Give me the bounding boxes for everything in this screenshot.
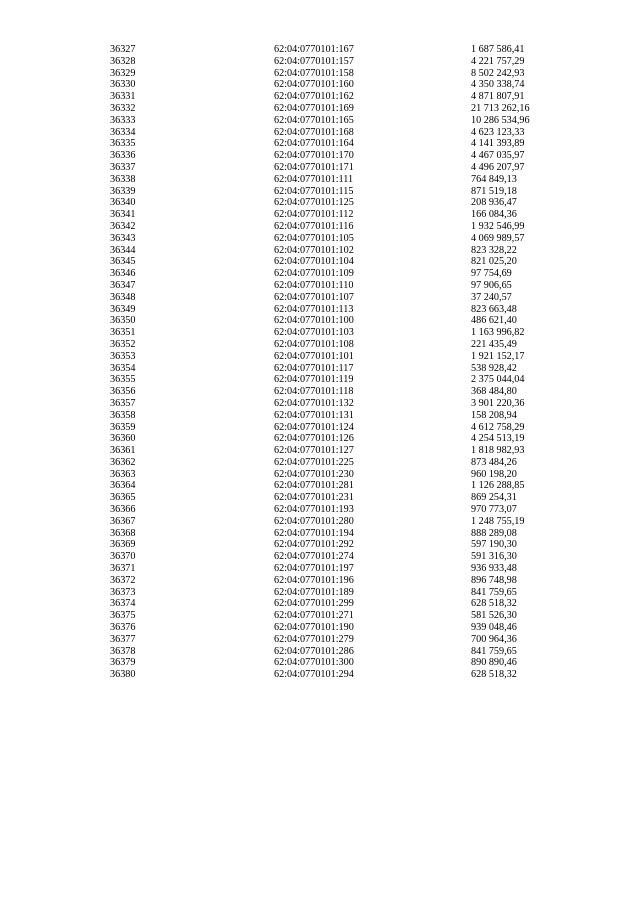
table-row	[110, 445, 571, 457]
cadastral-value-cell: 821 025,20	[471, 256, 517, 268]
table-row	[110, 197, 571, 209]
row-number-cell: 36353	[110, 350, 136, 362]
row-number-cell: 36333	[110, 114, 136, 126]
table-row	[110, 610, 571, 622]
table-row	[110, 221, 571, 233]
cadastral-value-cell: 4 254 513,19	[471, 433, 525, 445]
cadastral-number-cell: 62:04:0770101:171	[274, 161, 354, 173]
cadastral-value-table	[110, 44, 571, 681]
cadastral-number-cell: 62:04:0770101:281	[274, 480, 354, 492]
table-row	[110, 127, 571, 139]
cadastral-number-cell: 62:04:0770101:165	[274, 114, 354, 126]
table-row	[110, 339, 571, 351]
cadastral-value-cell: 939 048,46	[471, 622, 517, 634]
row-number-cell: 36344	[110, 244, 136, 256]
cadastral-number-cell: 62:04:0770101:189	[274, 586, 354, 598]
cadastral-value-cell: 368 484,80	[471, 386, 517, 398]
table-row	[110, 268, 571, 280]
cadastral-value-cell: 896 748,98	[471, 574, 517, 586]
row-number-cell: 36351	[110, 327, 136, 339]
row-number-cell: 36365	[110, 492, 136, 504]
row-number-cell: 36340	[110, 197, 136, 209]
row-number-cell: 36339	[110, 185, 136, 197]
row-number-cell: 36348	[110, 291, 136, 303]
row-number-cell: 36357	[110, 397, 136, 409]
cadastral-number-cell: 62:04:0770101:231	[274, 492, 354, 504]
table-row	[110, 68, 571, 80]
cadastral-value-cell: 4 221 757,29	[471, 55, 525, 67]
cadastral-number-cell: 62:04:0770101:274	[274, 551, 354, 563]
table-body	[110, 44, 571, 681]
table-row	[110, 657, 571, 669]
cadastral-value-cell: 4 069 989,57	[471, 232, 525, 244]
table-row	[110, 646, 571, 658]
table-row	[110, 292, 571, 304]
table-row	[110, 528, 571, 540]
cadastral-number-cell: 62:04:0770101:280	[274, 515, 354, 527]
cadastral-number-cell: 62:04:0770101:299	[274, 598, 354, 610]
cadastral-number-cell: 62:04:0770101:157	[274, 55, 354, 67]
row-number-cell: 36370	[110, 551, 136, 563]
cadastral-number-cell: 62:04:0770101:102	[274, 244, 354, 256]
table-row	[110, 422, 571, 434]
cadastral-value-cell: 873 484,26	[471, 456, 517, 468]
cadastral-number-cell: 62:04:0770101:190	[274, 622, 354, 634]
row-number-cell: 36345	[110, 256, 136, 268]
cadastral-value-cell: 841 759,65	[471, 645, 517, 657]
row-number-cell: 36330	[110, 79, 136, 91]
cadastral-number-cell: 62:04:0770101:271	[274, 610, 354, 622]
table-row	[110, 351, 571, 363]
row-number-cell: 36329	[110, 67, 136, 79]
cadastral-number-cell: 62:04:0770101:107	[274, 291, 354, 303]
table-row	[110, 115, 571, 127]
cadastral-value-cell: 3 901 220,36	[471, 397, 525, 409]
cadastral-value-cell: 538 928,42	[471, 362, 517, 374]
row-number-cell: 36358	[110, 409, 136, 421]
row-number-cell: 36364	[110, 480, 136, 492]
row-number-cell: 36369	[110, 539, 136, 551]
cadastral-number-cell: 62:04:0770101:103	[274, 327, 354, 339]
row-number-cell: 36372	[110, 574, 136, 586]
row-number-cell: 36349	[110, 303, 136, 315]
cadastral-value-cell: 166 084,36	[471, 209, 517, 221]
cadastral-number-cell: 62:04:0770101:286	[274, 645, 354, 657]
table-row	[110, 410, 571, 422]
cadastral-number-cell: 62:04:0770101:225	[274, 456, 354, 468]
cadastral-value-cell: 4 496 207,97	[471, 161, 525, 173]
cadastral-number-cell: 62:04:0770101:110	[274, 279, 354, 291]
row-number-cell: 36334	[110, 126, 136, 138]
cadastral-number-cell: 62:04:0770101:160	[274, 79, 354, 91]
cadastral-number-cell: 62:04:0770101:115	[274, 185, 354, 197]
cadastral-number-cell: 62:04:0770101:292	[274, 539, 354, 551]
cadastral-number-cell: 62:04:0770101:158	[274, 67, 354, 79]
row-number-cell: 36347	[110, 279, 136, 291]
table-row	[110, 103, 571, 115]
cadastral-number-cell: 62:04:0770101:125	[274, 197, 354, 209]
cadastral-number-cell: 62:04:0770101:127	[274, 445, 354, 457]
table-row	[110, 280, 571, 292]
row-number-cell: 36337	[110, 161, 136, 173]
cadastral-number-cell: 62:04:0770101:109	[274, 268, 354, 280]
cadastral-value-cell: 1 932 546,99	[471, 220, 525, 232]
table-row	[110, 563, 571, 575]
table-row	[110, 150, 571, 162]
table-row	[110, 315, 571, 327]
cadastral-value-cell: 97 906,65	[471, 279, 512, 291]
row-number-cell: 36346	[110, 268, 136, 280]
cadastral-value-cell: 581 526,30	[471, 610, 517, 622]
row-number-cell: 36375	[110, 610, 136, 622]
row-number-cell: 36379	[110, 657, 136, 669]
cadastral-number-cell: 62:04:0770101:294	[274, 669, 354, 681]
table-row	[110, 56, 571, 68]
cadastral-value-cell: 890 890,46	[471, 657, 517, 669]
cadastral-value-cell: 628 518,32	[471, 669, 517, 681]
row-number-cell: 36327	[110, 44, 136, 55]
cadastral-value-cell: 970 773,07	[471, 504, 517, 516]
cadastral-value-cell: 8 502 242,93	[471, 67, 525, 79]
table-row	[110, 492, 571, 504]
row-number-cell: 36380	[110, 669, 136, 681]
table-row	[110, 138, 571, 150]
cadastral-value-cell: 4 623 123,33	[471, 126, 525, 138]
cadastral-number-cell: 62:04:0770101:126	[274, 433, 354, 445]
table-row	[110, 575, 571, 587]
cadastral-value-cell: 764 849,13	[471, 173, 517, 185]
table-row	[110, 469, 571, 481]
cadastral-value-cell: 871 519,18	[471, 185, 517, 197]
row-number-cell: 36332	[110, 102, 136, 114]
row-number-cell: 36377	[110, 633, 136, 645]
cadastral-number-cell: 62:04:0770101:197	[274, 563, 354, 575]
table-row	[110, 327, 571, 339]
table-row	[110, 634, 571, 646]
cadastral-value-cell: 10 286 534,96	[471, 114, 530, 126]
cadastral-number-cell: 62:04:0770101:196	[274, 574, 354, 586]
cadastral-value-cell: 4 141 393,89	[471, 138, 525, 150]
cadastral-number-cell: 62:04:0770101:162	[274, 91, 354, 103]
cadastral-number-cell: 62:04:0770101:108	[274, 338, 354, 350]
cadastral-value-cell: 960 198,20	[471, 468, 517, 480]
table-row	[110, 516, 571, 528]
cadastral-value-cell: 936 933,48	[471, 563, 517, 575]
cadastral-value-cell: 4 467 035,97	[471, 150, 525, 162]
cadastral-value-cell: 1 687 586,41	[471, 44, 525, 55]
table-row	[110, 598, 571, 610]
table-row	[110, 363, 571, 375]
row-number-cell: 36355	[110, 374, 136, 386]
table-row	[110, 79, 571, 91]
cadastral-value-cell: 888 289,08	[471, 527, 517, 539]
table-row	[110, 398, 571, 410]
cadastral-value-cell: 37 240,57	[471, 291, 512, 303]
cadastral-value-cell: 97 754,69	[471, 268, 512, 280]
table-row	[110, 587, 571, 599]
cadastral-value-cell: 700 964,36	[471, 633, 517, 645]
cadastral-number-cell: 62:04:0770101:118	[274, 386, 354, 398]
table-row	[110, 551, 571, 563]
cadastral-value-cell: 21 713 262,16	[471, 102, 530, 114]
table-row	[110, 174, 571, 186]
cadastral-number-cell: 62:04:0770101:131	[274, 409, 354, 421]
cadastral-value-cell: 1 163 996,82	[471, 327, 525, 339]
cadastral-number-cell: 62:04:0770101:113	[274, 303, 354, 315]
row-number-cell: 36341	[110, 209, 136, 221]
row-number-cell: 36350	[110, 315, 136, 327]
cadastral-value-cell: 486 621,40	[471, 315, 517, 327]
table-row	[110, 669, 571, 681]
table-row	[110, 256, 571, 268]
cadastral-number-cell: 62:04:0770101:279	[274, 633, 354, 645]
table-row	[110, 386, 571, 398]
row-number-cell: 36363	[110, 468, 136, 480]
row-number-cell: 36354	[110, 362, 136, 374]
cadastral-number-cell: 62:04:0770101:112	[274, 209, 354, 221]
row-number-cell: 36338	[110, 173, 136, 185]
table-row	[110, 539, 571, 551]
cadastral-value-cell: 4 871 807,91	[471, 91, 525, 103]
row-number-cell: 36366	[110, 504, 136, 516]
cadastral-value-cell: 841 759,65	[471, 586, 517, 598]
cadastral-value-cell: 1 818 982,93	[471, 445, 525, 457]
cadastral-number-cell: 62:04:0770101:104	[274, 256, 354, 268]
cadastral-number-cell: 62:04:0770101:105	[274, 232, 354, 244]
cadastral-number-cell: 62:04:0770101:117	[274, 362, 354, 374]
cadastral-value-cell: 4 350 338,74	[471, 79, 525, 91]
row-number-cell: 36368	[110, 527, 136, 539]
cadastral-number-cell: 62:04:0770101:230	[274, 468, 354, 480]
row-number-cell: 36376	[110, 622, 136, 634]
row-number-cell: 36328	[110, 55, 136, 67]
cadastral-value-cell: 591 316,30	[471, 551, 517, 563]
row-number-cell: 36361	[110, 445, 136, 457]
cadastral-number-cell: 62:04:0770101:194	[274, 527, 354, 539]
table-row	[110, 504, 571, 516]
cadastral-value-cell: 628 518,32	[471, 598, 517, 610]
cadastral-number-cell: 62:04:0770101:132	[274, 397, 354, 409]
cadastral-value-cell: 823 663,48	[471, 303, 517, 315]
cadastral-value-cell: 158 208,94	[471, 409, 517, 421]
cadastral-value-cell: 221 435,49	[471, 338, 517, 350]
row-number-cell: 36367	[110, 515, 136, 527]
row-number-cell: 36336	[110, 150, 136, 162]
table-row	[110, 245, 571, 257]
cadastral-value-cell: 869 254,31	[471, 492, 517, 504]
cadastral-number-cell: 62:04:0770101:119	[274, 374, 354, 386]
cadastral-number-cell: 62:04:0770101:100	[274, 315, 354, 327]
row-number-cell: 36352	[110, 338, 136, 350]
table-row	[110, 162, 571, 174]
cadastral-number-cell: 62:04:0770101:300	[274, 657, 354, 669]
row-number-cell: 36378	[110, 645, 136, 657]
table-row	[110, 209, 571, 221]
cadastral-value-cell: 4 612 758,29	[471, 421, 525, 433]
row-number-cell: 36360	[110, 433, 136, 445]
cadastral-number-cell: 62:04:0770101:167	[274, 44, 354, 55]
row-number-cell: 36343	[110, 232, 136, 244]
cadastral-number-cell: 62:04:0770101:116	[274, 220, 354, 232]
row-number-cell: 36373	[110, 586, 136, 598]
cadastral-value-cell: 2 375 044,04	[471, 374, 525, 386]
cadastral-number-cell: 62:04:0770101:170	[274, 150, 354, 162]
table-row	[110, 304, 571, 316]
cadastral-value-cell: 208 936,47	[471, 197, 517, 209]
table-row	[110, 374, 571, 386]
row-number-cell: 36342	[110, 220, 136, 232]
cadastral-number-cell: 62:04:0770101:168	[274, 126, 354, 138]
row-number-cell: 36362	[110, 456, 136, 468]
cadastral-number-cell: 62:04:0770101:169	[274, 102, 354, 114]
cadastral-number-cell: 62:04:0770101:164	[274, 138, 354, 150]
row-number-cell: 36359	[110, 421, 136, 433]
cadastral-value-cell: 1 248 755,19	[471, 515, 525, 527]
cadastral-number-cell: 62:04:0770101:111	[274, 173, 354, 185]
cadastral-value-cell: 597 190,30	[471, 539, 517, 551]
cadastral-value-cell: 823 328,22	[471, 244, 517, 256]
cadastral-number-cell: 62:04:0770101:193	[274, 504, 354, 516]
row-number-cell: 36335	[110, 138, 136, 150]
cadastral-number-cell: 62:04:0770101:101	[274, 350, 354, 362]
row-number-cell: 36371	[110, 563, 136, 575]
table-row	[110, 480, 571, 492]
cadastral-value-cell: 1 921 152,17	[471, 350, 525, 362]
cadastral-number-cell: 62:04:0770101:124	[274, 421, 354, 433]
row-number-cell: 36331	[110, 91, 136, 103]
row-number-cell: 36374	[110, 598, 136, 610]
row-number-cell: 36356	[110, 386, 136, 398]
table-row	[110, 457, 571, 469]
table-row	[110, 91, 571, 103]
table-row	[110, 44, 571, 56]
cadastral-value-cell: 1 126 288,85	[471, 480, 525, 492]
table-row	[110, 186, 571, 198]
table-row	[110, 433, 571, 445]
table-row	[110, 622, 571, 634]
table-row	[110, 233, 571, 245]
